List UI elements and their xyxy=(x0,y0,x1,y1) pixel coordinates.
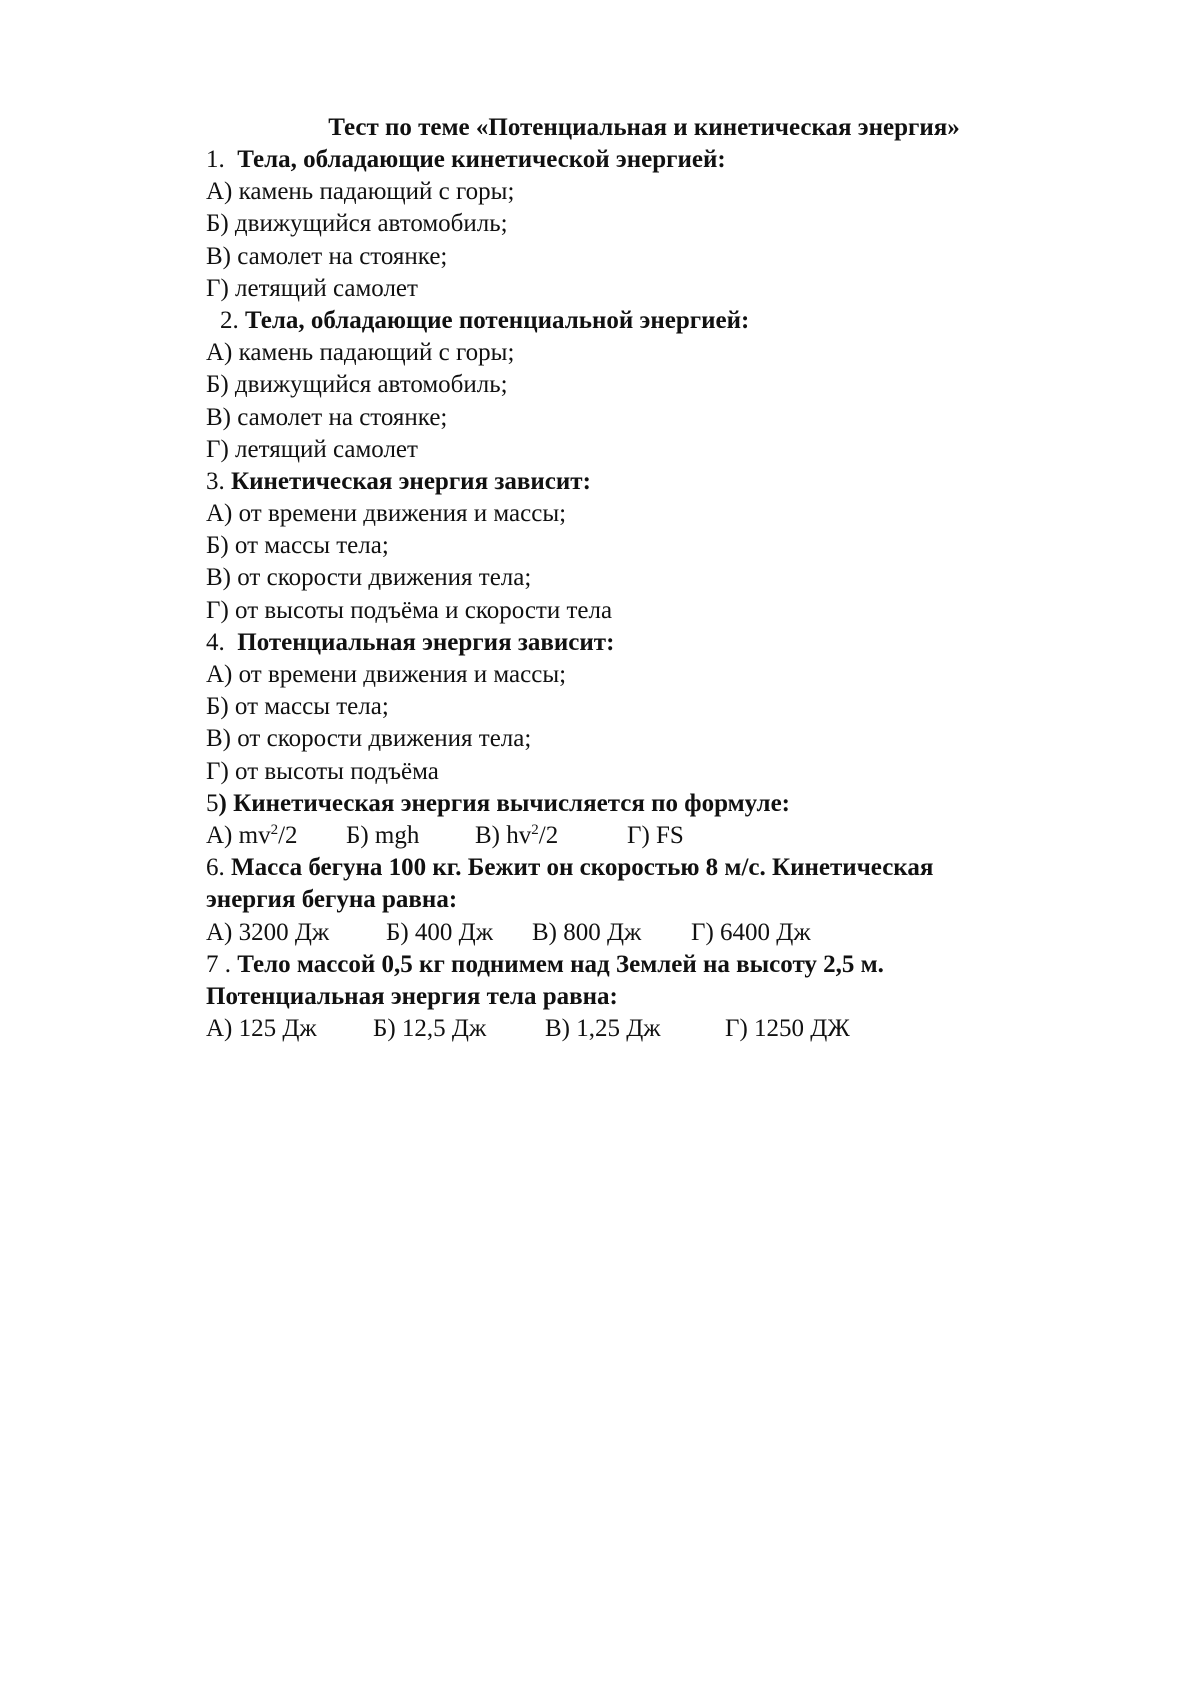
answer-option-d: Г) FS xyxy=(627,821,684,849)
answer-option-a: А) 3200 Дж xyxy=(206,918,330,946)
answer-option: А) камень падающий с горы; xyxy=(206,178,515,206)
question-text-continued: Потенциальная энергия тела равна: xyxy=(206,982,618,1010)
answer-option-a: А) $mv^2/2$ xyxy=(206,821,298,849)
answer-option: Г) от высоты подъёма и скорости тела xyxy=(206,596,613,624)
question-text: Потенциальная энергия зависит: xyxy=(237,628,615,656)
answer-option-c: В) 1,25 Дж xyxy=(545,1015,661,1043)
answer-option-c: В) $hv^2/2$ xyxy=(475,821,559,849)
answer-option-d: Г) 6400 Дж xyxy=(691,918,811,946)
question-text: Масса бегуна 100 кг. Бежит он скоростью 8 м/с. Кинетическая xyxy=(231,854,934,882)
answer-option: Б) движущийся автомобиль; xyxy=(206,371,508,399)
answer-option-b: Б) mgh xyxy=(346,821,420,849)
question-number: 1. xyxy=(206,146,225,173)
answer-row xyxy=(206,917,1086,949)
answer-option: А) от времени движения и массы; xyxy=(206,500,567,528)
question-text: Тела, обладающие потенциальной энергией: xyxy=(245,306,750,334)
answer-option-b: Б) 400 Дж xyxy=(386,918,494,946)
question-6 xyxy=(206,852,1086,884)
question-number: 5 xyxy=(206,789,219,817)
answer-option: В) самолет на стоянке; xyxy=(206,403,448,431)
test-content xyxy=(206,112,1086,1045)
answer-option: В) от скорости движения тела; xyxy=(206,725,532,753)
question-2 xyxy=(206,305,1086,337)
question-7 xyxy=(206,949,1086,981)
question-text: Кинетическая энергия зависит: xyxy=(231,467,591,495)
answer-option: Б) движущийся автомобиль; xyxy=(206,210,508,238)
question-number: 6. xyxy=(206,854,225,882)
answer-option: В) самолет на стоянке; xyxy=(206,242,448,270)
question-text: Тела, обладающие кинетической энергией: xyxy=(237,146,726,173)
question-number: 7 . xyxy=(206,950,231,978)
answer-option-b: Б) 12,5 Дж xyxy=(373,1015,487,1043)
answer-option: Г) от высоты подъёма xyxy=(206,757,439,785)
answer-option: Б) от массы тела; xyxy=(206,532,389,560)
question-number: 2. xyxy=(220,306,239,334)
answer-option-a: А) 125 Дж xyxy=(206,1015,317,1043)
question-text-continued: энергия бегуна равна: xyxy=(206,886,458,914)
answer-option: А) от времени движения и массы; xyxy=(206,661,567,688)
question-text: Тело массой 0,5 кг поднимем над Землей на высоту 2,5 м. xyxy=(237,950,884,978)
answer-row xyxy=(206,820,1086,852)
question-1 xyxy=(206,144,1086,176)
page-title: Тест по теме «Потенциальная и кинетическая энергия» xyxy=(328,114,960,141)
answer-row xyxy=(206,1013,1086,1045)
answer-option-d: Г) 1250 ДЖ xyxy=(725,1015,850,1043)
question-4 xyxy=(206,627,1086,659)
answer-option: Г) летящий самолет xyxy=(206,435,418,463)
question-text: ) Кинетическая энергия вычисляется по формуле: xyxy=(218,789,790,817)
answer-option: Б) от массы тела; xyxy=(206,693,389,721)
question-5 xyxy=(206,788,1086,820)
answer-option: В) от скорости движения тела; xyxy=(206,564,532,592)
question-number: 4. xyxy=(206,628,225,656)
answer-option-c: В) 800 Дж xyxy=(532,918,642,946)
question-3 xyxy=(206,466,1086,498)
answer-option: Г) летящий самолет xyxy=(206,274,418,302)
answer-option: А) камень падающий с горы; xyxy=(206,339,515,367)
question-number: 3. xyxy=(206,467,225,495)
